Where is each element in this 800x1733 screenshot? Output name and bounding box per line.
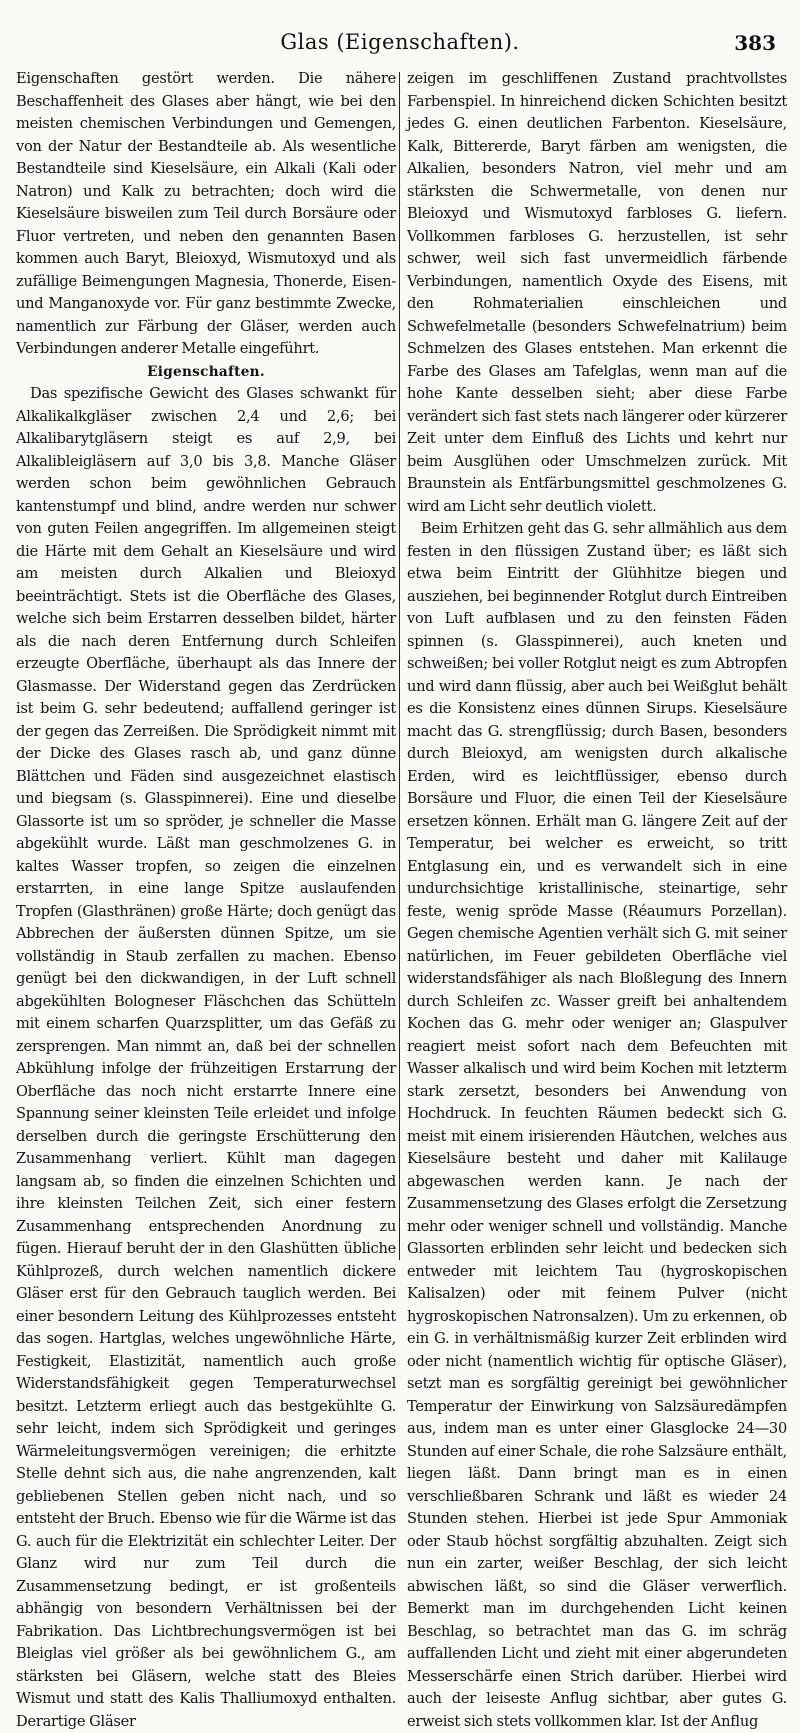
paragraph: Beim Erhitzen geht das G. sehr allmählich aus dem festen in den flüssigen Zustand über; es läßt sich etwa beim Eintritt der Glühhitze biegen und ausziehen, bei beginnender Rotglut durch Eintreiben von Luft aufblasen und zu den feinsten Fäden spinnen (s. Glasspinnerei), auch kneten und schweißen; bei voller Rotglut neigt es zum Abtropfen und wird dann flüssig, aber auch bei Weißglut behält es die Konsistenz eines dünnen Sirups. Kieselsäure macht das G. strengflüssig; durch Basen, besonders durch Bleioxyd, am wenigsten durch alkalische Erden, wird es leichtflüssiger, ebenso durch Borsäure und Fluor, die einen Teil der Kieselsäure ersetzen können. Erhält man G. längere Zeit auf der Temperatur, bei welcher es erweicht, so tritt Entglasung ein, und es verwandelt sich in eine undurchsichtige kristallinische, steinartige, sehr feste, wenig spröde Masse (Réaumurs Porzellan). Gegen chemische Agentien verhält sich G. mit seiner natürlichen, im Feuer gebildeten Oberfläche viel widerstandsfähiger als nach Bloßlegung des Innern durch Schleifen zc. Wasser greift bei anhaltendem Kochen das G. mehr oder weniger an; Glaspulver reagiert meist sofort nach dem Befeuchten mit Wasser alkalisch und wird beim Kochen mit letzterm stark zersetzt, besonders bei Anwendung von Hochdruck. In feuchten Räumen bedeckt sich G. meist mit einem irisierenden Häutchen, welches aus Kieselsäure besteht und daher mit Kalilauge abgewaschen werden kann. Je nach der Zusammensetzung des Glases erfolgt die Zersetzung mehr oder weniger schnell und vollständig. Manche Glassorten erblinden sehr leicht und bedecken sich entweder mit leichtem Tau (hygroskopischen Kalisalzen) oder mit feinem Pulver (nicht hygroskopischen Natronsalzen). Um zu erkennen, ob ein G. in verhältnismäßig kurzer Zeit erblinden wird oder nicht (namentlich wichtig für optische Gläser), setzt man es sorgfältig gereinigt bei gewöhnlicher Temperatur der Einwirkung von Salzsäuredämpfen aus, indem man es unter einer Glasglocke 24—30 Stunden auf einer Schale, die rohe Salzsäure enthält, liegen läßt. Dann bringt man es in einen verschließbaren Schrank und läßt es wieder 24 Stunden stehen. Hierbei ist jede Spur Ammoniak oder Staub höchst sorgfältig abzuhalten. Zeigt sich nun ein zarter, weißer Beschlag, der sich leicht abwischen läßt, so sind die Gläser verwerflich. Bemerkt man im durchgehenden Licht keinen Beschlag, so betrachtet man das G. im schräg auffallenden Licht und zieht mit einer abgerundeten Messerschärfe einen Strich darüber. Hierbei wird auch der leiseste Anflug sichtbar, aber gutes G. erweist sich stets vollkommen klar. Ist der Anflug xyxy=(407,520,787,1730)
page-header xyxy=(0,0,800,68)
left-column xyxy=(16,68,396,1730)
right-column xyxy=(407,68,787,1730)
page-number: 383 xyxy=(734,31,776,55)
running-title: Glas (Eigenschaften). xyxy=(280,30,520,54)
paragraph: Das spezifische Gewicht des Glases schwankt für Alkalikalkgläser zwischen 2,4 und 2,6; bei Alkalibarytgläsern steigt es auf 2,9, bei Alkalibleigläsern auf 3,0 bis 3,8. Manche Gläser werden schon beim gewöhnlichen Gebrauch kantenstumpf und blind, andre werden nur schwer von guten Feilen angegriffen. Im allgemeinen steigt die Härte mit dem Gehalt an Kieselsäure und wird am meisten durch Alkalien und Bleioxyd beeinträchtigt. Stets ist die Oberfläche des Glases, welche sich beim Erstarren desselben bildet, härter als die nach deren Entfernung durch Schleifen erzeugte Oberfläche, überhaupt als das Innere der Glasmasse. Der Widerstand gegen das Zerdrücken ist beim G. sehr bedeutend; auffallend geringer ist der gegen das Zerreißen. Die Sprödigkeit nimmt mit der Dicke des Glases rasch ab, und ganz dünne Blättchen und Fäden sind ausgezeichnet elastisch und biegsam (s. Glasspinnerei). Eine und dieselbe Glassorte ist um so spröder, je schneller die Masse abgekühlt wurde. Läßt man geschmolzenes G. in kaltes Wasser tropfen, so zeigen die einzelnen erstarrten, in eine lange Spitze auslaufenden Tropfen (Glasthränen) große Härte; doch genügt das Abbrechen der äußersten dünnen Spitze, um sie vollständig in Staub zerfallen zu machen. Ebenso genügt bei den dickwandigen, in der Luft schnell abgekühlten Bologneser Fläschchen das Schütteln mit einem scharfen Quarzsplitter, um das Gefäß zu zersprengen. Man nimmt an, daß bei der schnellen Abkühlung infolge der frühzeitigen Erstarrung der Oberfläche das noch nicht erstarrte Innere eine Spannung seiner kleinsten Teile erleidet und infolge derselben durch die geringste Erschütterung den Zusammenhang verliert. Kühlt man dagegen langsam ab, so finden die einzelnen Schichten und ihre kleinsten Teilchen Zeit, sich einer festern Zusammenhang entsprechenden Anordnung zu fügen. Hierauf beruht der in den Glashütten übliche Kühlprozeß, durch welchen namentlich dickere Gläser erst für den Gebrauch tauglich werden. Bei einer besondern Leitung des Kühlprozesses entsteht das sogen. Hartglas, welches ungewöhnliche Härte, Festigkeit, Elastizität, namentlich auch große Widerstandsfähigkeit gegen Temperaturwechsel besitzt. Letzterm erliegt auch das bestgekühlte G. sehr leicht, indem sich Sprödigkeit und geringes Wärmeleitungsvermögen vereinigen; die erhitzte Stelle dehnt sich aus, die nahe angrenzenden, kalt gebliebenen Stellen geben nicht nach, und so entsteht der Bruch. Ebenso wie für die Wärme ist das G. auch für die Elektrizität ein schlechter Leiter. Der Glanz wird nur zum Teil durch die Zusammensetzung bedingt, er ist großenteils abhängig von besondern Verhältnissen bei der Fabrikation. Das Lichtbrechungsvermögen ist bei Bleiglas viel größer als bei gewöhnlichem G., am stärksten bei Gläsern, welche statt des Bleies Wismut und statt des Kalis Thalliumoxyd enthalten. Derartige Gläser xyxy=(16,385,396,1730)
paragraph: zeigen im geschliffenen Zustand prachtvollstes Farbenspiel. In hinreichend dicken Schichten besitzt jedes G. einen deutlichen Farbenton. Kieselsäure, Kalk, Bittererde, Baryt färben am wenigsten, die Alkalien, besonders Natron, viel mehr und am stärksten die Schwermetalle, von denen nur Bleioxyd und Wismutoxyd farbloses G. liefern. Vollkommen farbloses G. herzustellen, ist sehr schwer, weil sich fast unvermeidlich färbende Verbindungen, namentlich Oxyde des Eisens, mit den Rohmaterialien einschleichen und Schwefelmetalle (besonders Schwefelnatrium) beim Schmelzen des Glases entstehen. Man erkennt die Farbe des Glases am Tafelglas, wenn man auf die hohe Kante desselben sieht; aber diese Farbe verändert sich fast stets nach längerer oder kürzerer Zeit unter dem Einfluß des Lichts und kehrt nur beim Ausglühen oder Umschmelzen zurück. Mit Braunstein als Entfärbungsmittel geschmolzenes G. wird am Licht sehr deutlich violett. xyxy=(407,70,787,515)
paragraph: Eigenschaften gestört werden. Die nähere Beschaffenheit des Glases aber hängt, wie bei den meisten chemischen Verbindungen und Gemengen, von der Natur der Bestandteile ab. Als wesentliche Bestandteile sind Kieselsäure, ein Alkali (Kali oder Natron) und Kalk zu betrachten; doch wird die Kieselsäure bisweilen zum Teil durch Borsäure oder Fluor vertreten, und neben den genannten Basen kommen auch Baryt, Bleioxyd, Wismutoxyd und als zufällige Beimengungen Magnesia, Thonerde, Eisen- und Manganoxyde vor. Für ganz bestimmte Zwecke, namentlich zur Färbung der Gläser, werden auch Verbindungen anderer Metalle eingeführt. xyxy=(16,70,396,357)
section-heading: Eigenschaften. xyxy=(147,363,265,380)
column-divider xyxy=(399,72,400,1260)
